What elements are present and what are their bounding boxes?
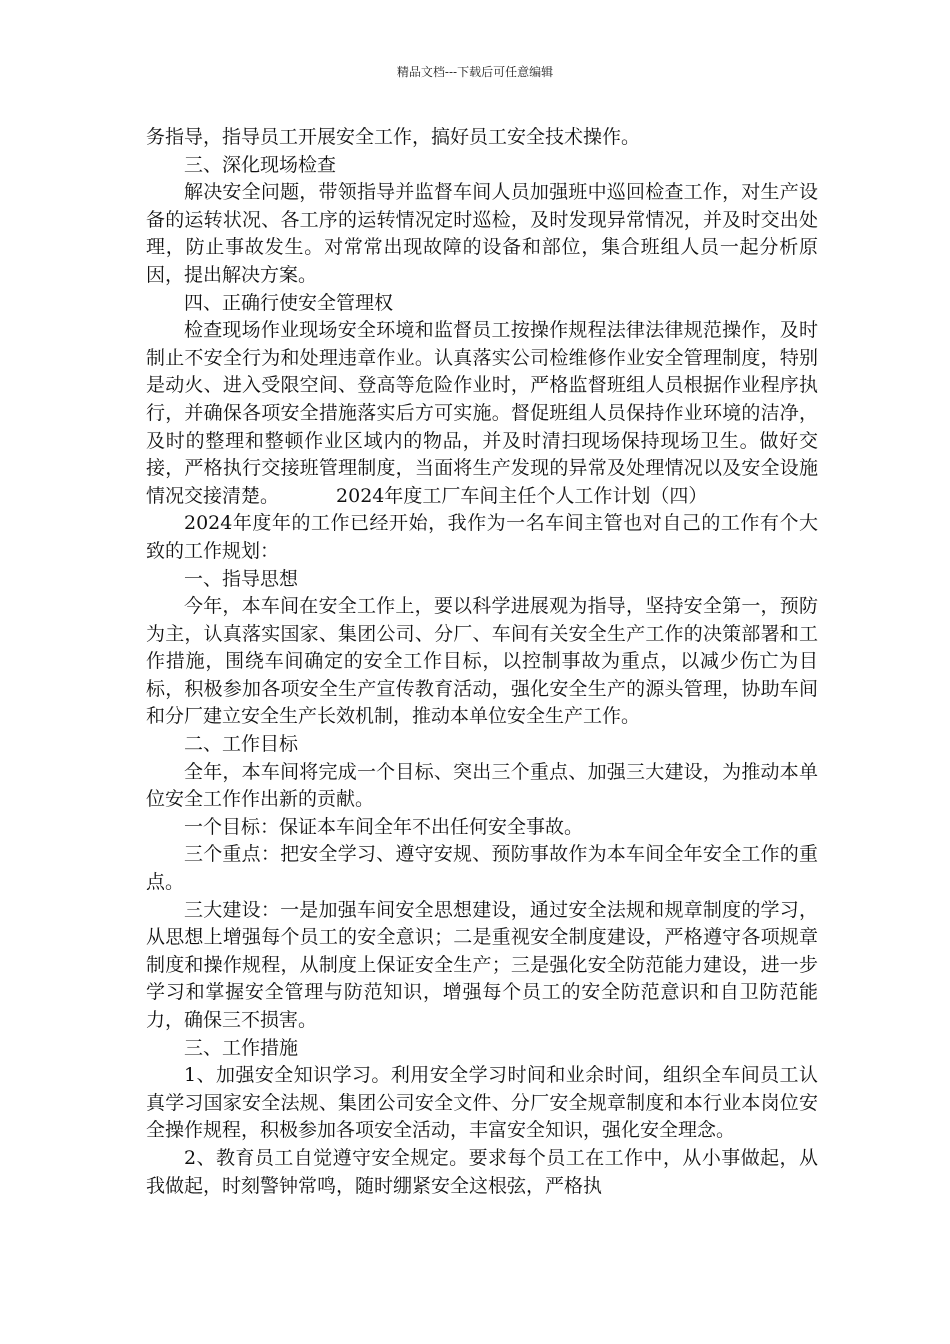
section-heading: 一、指导思想 (184, 567, 299, 590)
section-heading: 四、正确行使安全管理权 (184, 291, 394, 314)
paragraph: 2、教育员工自觉遵守安全规定。要求每个员工在工作中，从小事做起，从我做起，时刻警钟常鸣，随时绷紧安全这根弦，严格执 (146, 1146, 818, 1197)
paragraph: 三个重点：把安全学习、遵守安规、预防事故作为本车间全年安全工作的重点。 (146, 843, 818, 894)
section-heading: 三、工作措施 (184, 1036, 299, 1059)
page-header: 精品文档---下载后可任意编辑 (396, 65, 554, 79)
paragraph: 2024年度年的工作已经开始，我作为一名车间主管也对自己的工作有个大致的工作规划： (146, 512, 818, 562)
section-heading: 三、深化现场检查 (184, 153, 337, 176)
document-title: 2024年度工厂车间主任个人工作计划（四） (336, 484, 708, 507)
paragraph: 三大建设：一是加强车间安全思想建设，通过安全法规和规章制度的学习，从思想上增强每个员工的安全意识；二是重视安全制度建设，严格遵守各项规章制度和操作规程，从制度上保证安全生产；三是强化安全防范能力建设，进一步学习和掌握安全管理与防范知识，增强每个员工的安全防范意识和自卫防范能力，确保三不损害。 (146, 898, 818, 1031)
document-body (146, 124, 818, 1200)
paragraph: 今年，本车间在安全工作上，要以科学进展观为指导，坚持安全第一，预防为主，认真落实国家、集团公司、分厂、车间有关安全生产工作的决策部署和工作措施，围绕车间确定的安全工作目标，以控制事故为重点，以减少伤亡为目标，积极参加各项安全生产宣传教育活动，强化安全生产的源头管理，协助车间和分厂建立安全生产长效机制，推动本单位安全生产工作。 (146, 595, 818, 728)
paragraph: 全年，本车间将完成一个目标、突出三个重点、加强三大建设，为推动本单位安全工作作出新的贡献。 (146, 760, 818, 811)
section-heading: 二、工作目标 (184, 733, 299, 756)
paragraph (146, 317, 818, 510)
paragraph-text: 检查现场作业现场安全环境和监督员工按操作规程法律法律规范操作，及时制止不安全行为和处理违章作业。认真落实公司检维修作业安全管理制度，特别是动火、进入受限空间、登高等危险作业时，严格监督班组人员根据作业程序执行，并确保各项安全措施落实后方可实施。督促班组人员保持作业环境的洁净，及时的整理和整顿作业区域内的物品，并及时清扫现场保持现场卫生。做好交接，严格执行交接班管理制度，当面将生产发现的异常及处理情况以及安全设施情况交接清楚。 (146, 319, 818, 507)
paragraph: 解决安全问题，带领指导并监督车间人员加强班中巡回检查工作，对生产设备的运转状况、各工序的运转情况定时巡检，及时发现异常情况，并及时交出处理，防止事故发生。对常常出现故障的设备和部位，集合班组人员一起分析原因，提出解决方案。 (146, 181, 818, 286)
paragraph: 务指导，指导员工开展安全工作，搞好员工安全技术操作。 (146, 126, 641, 148)
paragraph: 1、加强安全知识学习。利用安全学习时间和业余时间，组织全车间员工认真学习国家安全法规、集团公司安全文件、分厂安全规章制度和本行业本岗位安全操作规程，积极参加各项安全活动，丰富安全知识，强化安全理念。 (146, 1064, 818, 1142)
paragraph: 一个目标：保证本车间全年不出任何安全事故。 (184, 815, 584, 838)
